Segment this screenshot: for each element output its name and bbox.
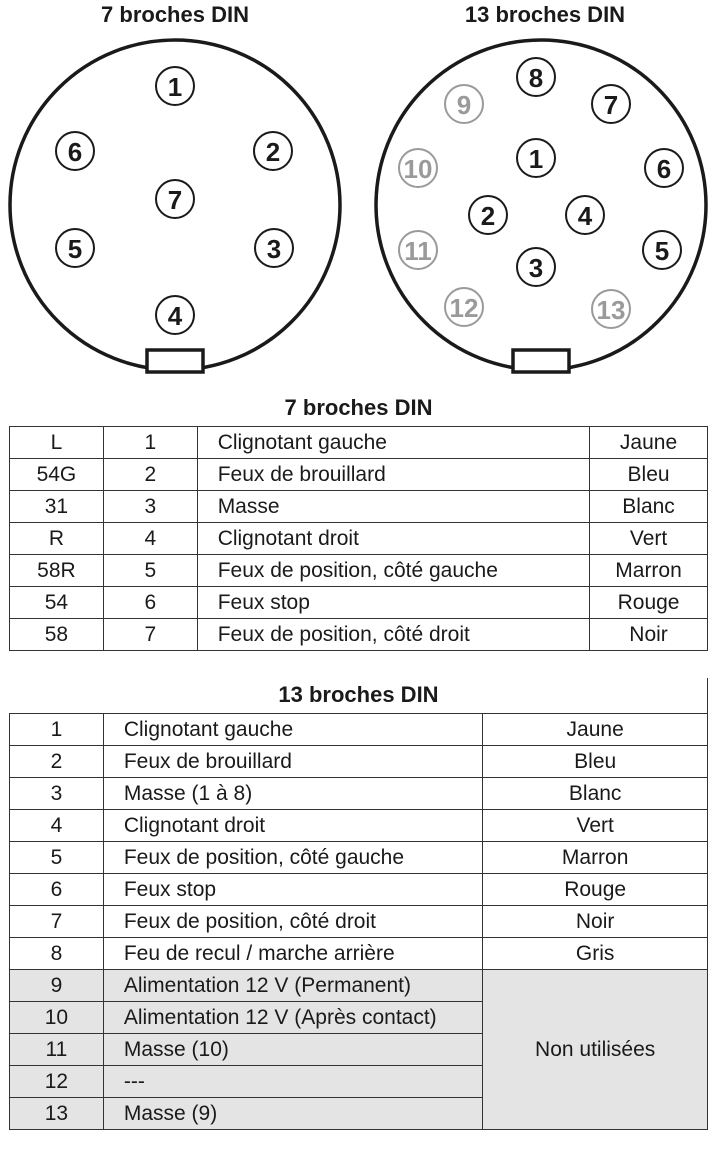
pin-number: 6 (103, 587, 197, 619)
wire-color: Gris (483, 938, 708, 970)
function: Masse (1 à 8) (103, 778, 482, 810)
wire-color: Marron (483, 842, 708, 874)
din7-pin-6 (56, 132, 94, 170)
table-row (10, 523, 708, 555)
pin-number: 5 (67, 234, 83, 264)
din13-pin-7 (592, 85, 630, 123)
table-row (10, 746, 708, 778)
wire-color: Jaune (590, 427, 708, 459)
din13-pin-9 (445, 85, 483, 123)
din7-pin-2 (254, 132, 292, 170)
table-row (10, 938, 708, 970)
function: Clignotant droit (103, 810, 482, 842)
table-row (10, 587, 708, 619)
pin-number: 2 (480, 201, 496, 231)
terminal-code: 58 (10, 619, 104, 651)
pin-number: 12 (10, 1066, 104, 1098)
din13-pin-8 (517, 58, 555, 96)
din13-wiring-table (9, 713, 708, 1130)
table-row (10, 619, 708, 651)
terminal-code: 31 (10, 491, 104, 523)
table-row (10, 427, 708, 459)
terminal-code: 58R (10, 555, 104, 587)
terminal-code: 54 (10, 587, 104, 619)
pin-number: 3 (266, 234, 282, 264)
function: Alimentation 12 V (Permanent) (103, 970, 482, 1002)
wire-color: Rouge (590, 587, 708, 619)
din7-pin-4 (156, 296, 194, 334)
pin-number: 4 (167, 301, 183, 331)
table-row (10, 874, 708, 906)
function: Feux de position, côté droit (197, 619, 589, 651)
pin-number: 11 (10, 1034, 104, 1066)
wire-color: Bleu (483, 746, 708, 778)
din13-pin-4 (566, 196, 604, 234)
din13-pin-13 (592, 290, 630, 328)
function: Masse (10) (103, 1034, 482, 1066)
wire-color: Vert (590, 523, 708, 555)
function: Feux de position, côté gauche (197, 555, 589, 587)
din13-key-notch (513, 350, 569, 372)
function: Feux de brouillard (103, 746, 482, 778)
wire-color: Jaune (483, 714, 708, 746)
pin-number: 13 (596, 295, 626, 325)
din7-pin-1 (156, 67, 194, 105)
din13-pin-10 (399, 149, 437, 187)
pin-number: 1 (103, 427, 197, 459)
table-row (10, 555, 708, 587)
function: Feux de brouillard (197, 459, 589, 491)
din7-pin-5 (56, 229, 94, 267)
terminal-code: 54G (10, 459, 104, 491)
din13-connector-title: 13 broches DIN (464, 2, 626, 27)
function: Clignotant gauche (197, 427, 589, 459)
function: Feux stop (103, 874, 482, 906)
function: Feux de position, côté droit (103, 906, 482, 938)
pin-number: 6 (67, 137, 83, 167)
din7-connector (10, 40, 340, 372)
wire-color: Noir (483, 906, 708, 938)
pin-number: 6 (656, 154, 672, 184)
pin-number: 11 (404, 236, 432, 266)
wire-color: Bleu (590, 459, 708, 491)
table7-caption: 7 broches DIN (284, 395, 433, 420)
terminal-code: L (10, 427, 104, 459)
pin-number: 1 (10, 714, 104, 746)
function: Alimentation 12 V (Après contact) (103, 1002, 482, 1034)
terminal-code: R (10, 523, 104, 555)
pin-number: 10 (403, 154, 433, 184)
din13-pin-11 (399, 231, 437, 269)
din7-wiring-table (9, 426, 708, 651)
function: Masse (197, 491, 589, 523)
function: Clignotant droit (197, 523, 589, 555)
table-row (10, 714, 708, 746)
din7-connector-title: 7 broches DIN (101, 2, 249, 27)
pin-number: 10 (10, 1002, 104, 1034)
pin-number: 4 (577, 201, 593, 231)
table-row-unused (10, 970, 708, 1002)
wire-color: Noir (590, 619, 708, 651)
function: Feux stop (197, 587, 589, 619)
pin-number: 5 (10, 842, 104, 874)
din7-key-notch (147, 350, 203, 372)
din13-pin-3 (517, 248, 555, 286)
din13-pin-1 (517, 139, 555, 177)
table-row (10, 810, 708, 842)
pin-number: 8 (10, 938, 104, 970)
din7-pin-3 (255, 229, 293, 267)
pin-number: 7 (603, 90, 619, 120)
pin-number: 9 (456, 90, 472, 120)
pin-number: 7 (103, 619, 197, 651)
function: Feu de recul / marche arrière (103, 938, 482, 970)
pin-number: 1 (167, 72, 183, 102)
din7-pin-7 (156, 180, 194, 218)
pin-number: 7 (167, 185, 183, 215)
wire-color: Marron (590, 555, 708, 587)
connector-diagrams (0, 0, 719, 385)
din13-pin-5 (643, 231, 681, 269)
table-row (10, 459, 708, 491)
function: Masse (9) (103, 1098, 482, 1130)
table-row (10, 906, 708, 938)
pin-number: 6 (10, 874, 104, 906)
pin-number: 12 (449, 293, 479, 323)
din13-pin-2 (469, 196, 507, 234)
pin-number: 5 (103, 555, 197, 587)
din13-connector (376, 40, 706, 372)
table13-caption: 13 broches DIN (278, 682, 439, 707)
pin-number: 4 (103, 523, 197, 555)
din13-pin-12 (445, 288, 483, 326)
table-row (10, 491, 708, 523)
function: Feux de position, côté gauche (103, 842, 482, 874)
pin-number: 1 (528, 144, 544, 174)
table-row (10, 778, 708, 810)
pin-number: 9 (10, 970, 104, 1002)
pin-number: 7 (10, 906, 104, 938)
function: Clignotant gauche (103, 714, 482, 746)
table-row (10, 842, 708, 874)
pin-number: 13 (10, 1098, 104, 1130)
pin-number: 5 (654, 236, 670, 266)
pin-number: 4 (10, 810, 104, 842)
pin-number: 8 (528, 63, 544, 93)
pin-number: 2 (103, 459, 197, 491)
wire-color: Blanc (590, 491, 708, 523)
pin-number: 3 (528, 253, 544, 283)
function: --- (103, 1066, 482, 1098)
unused-label: Non utilisées (483, 970, 708, 1130)
wire-color: Blanc (483, 778, 708, 810)
din13-pin-6 (645, 149, 683, 187)
pin-number: 2 (10, 746, 104, 778)
wire-color: Rouge (483, 874, 708, 906)
pin-number: 3 (10, 778, 104, 810)
wire-color: Vert (483, 810, 708, 842)
pin-number: 2 (265, 137, 281, 167)
pin-number: 3 (103, 491, 197, 523)
